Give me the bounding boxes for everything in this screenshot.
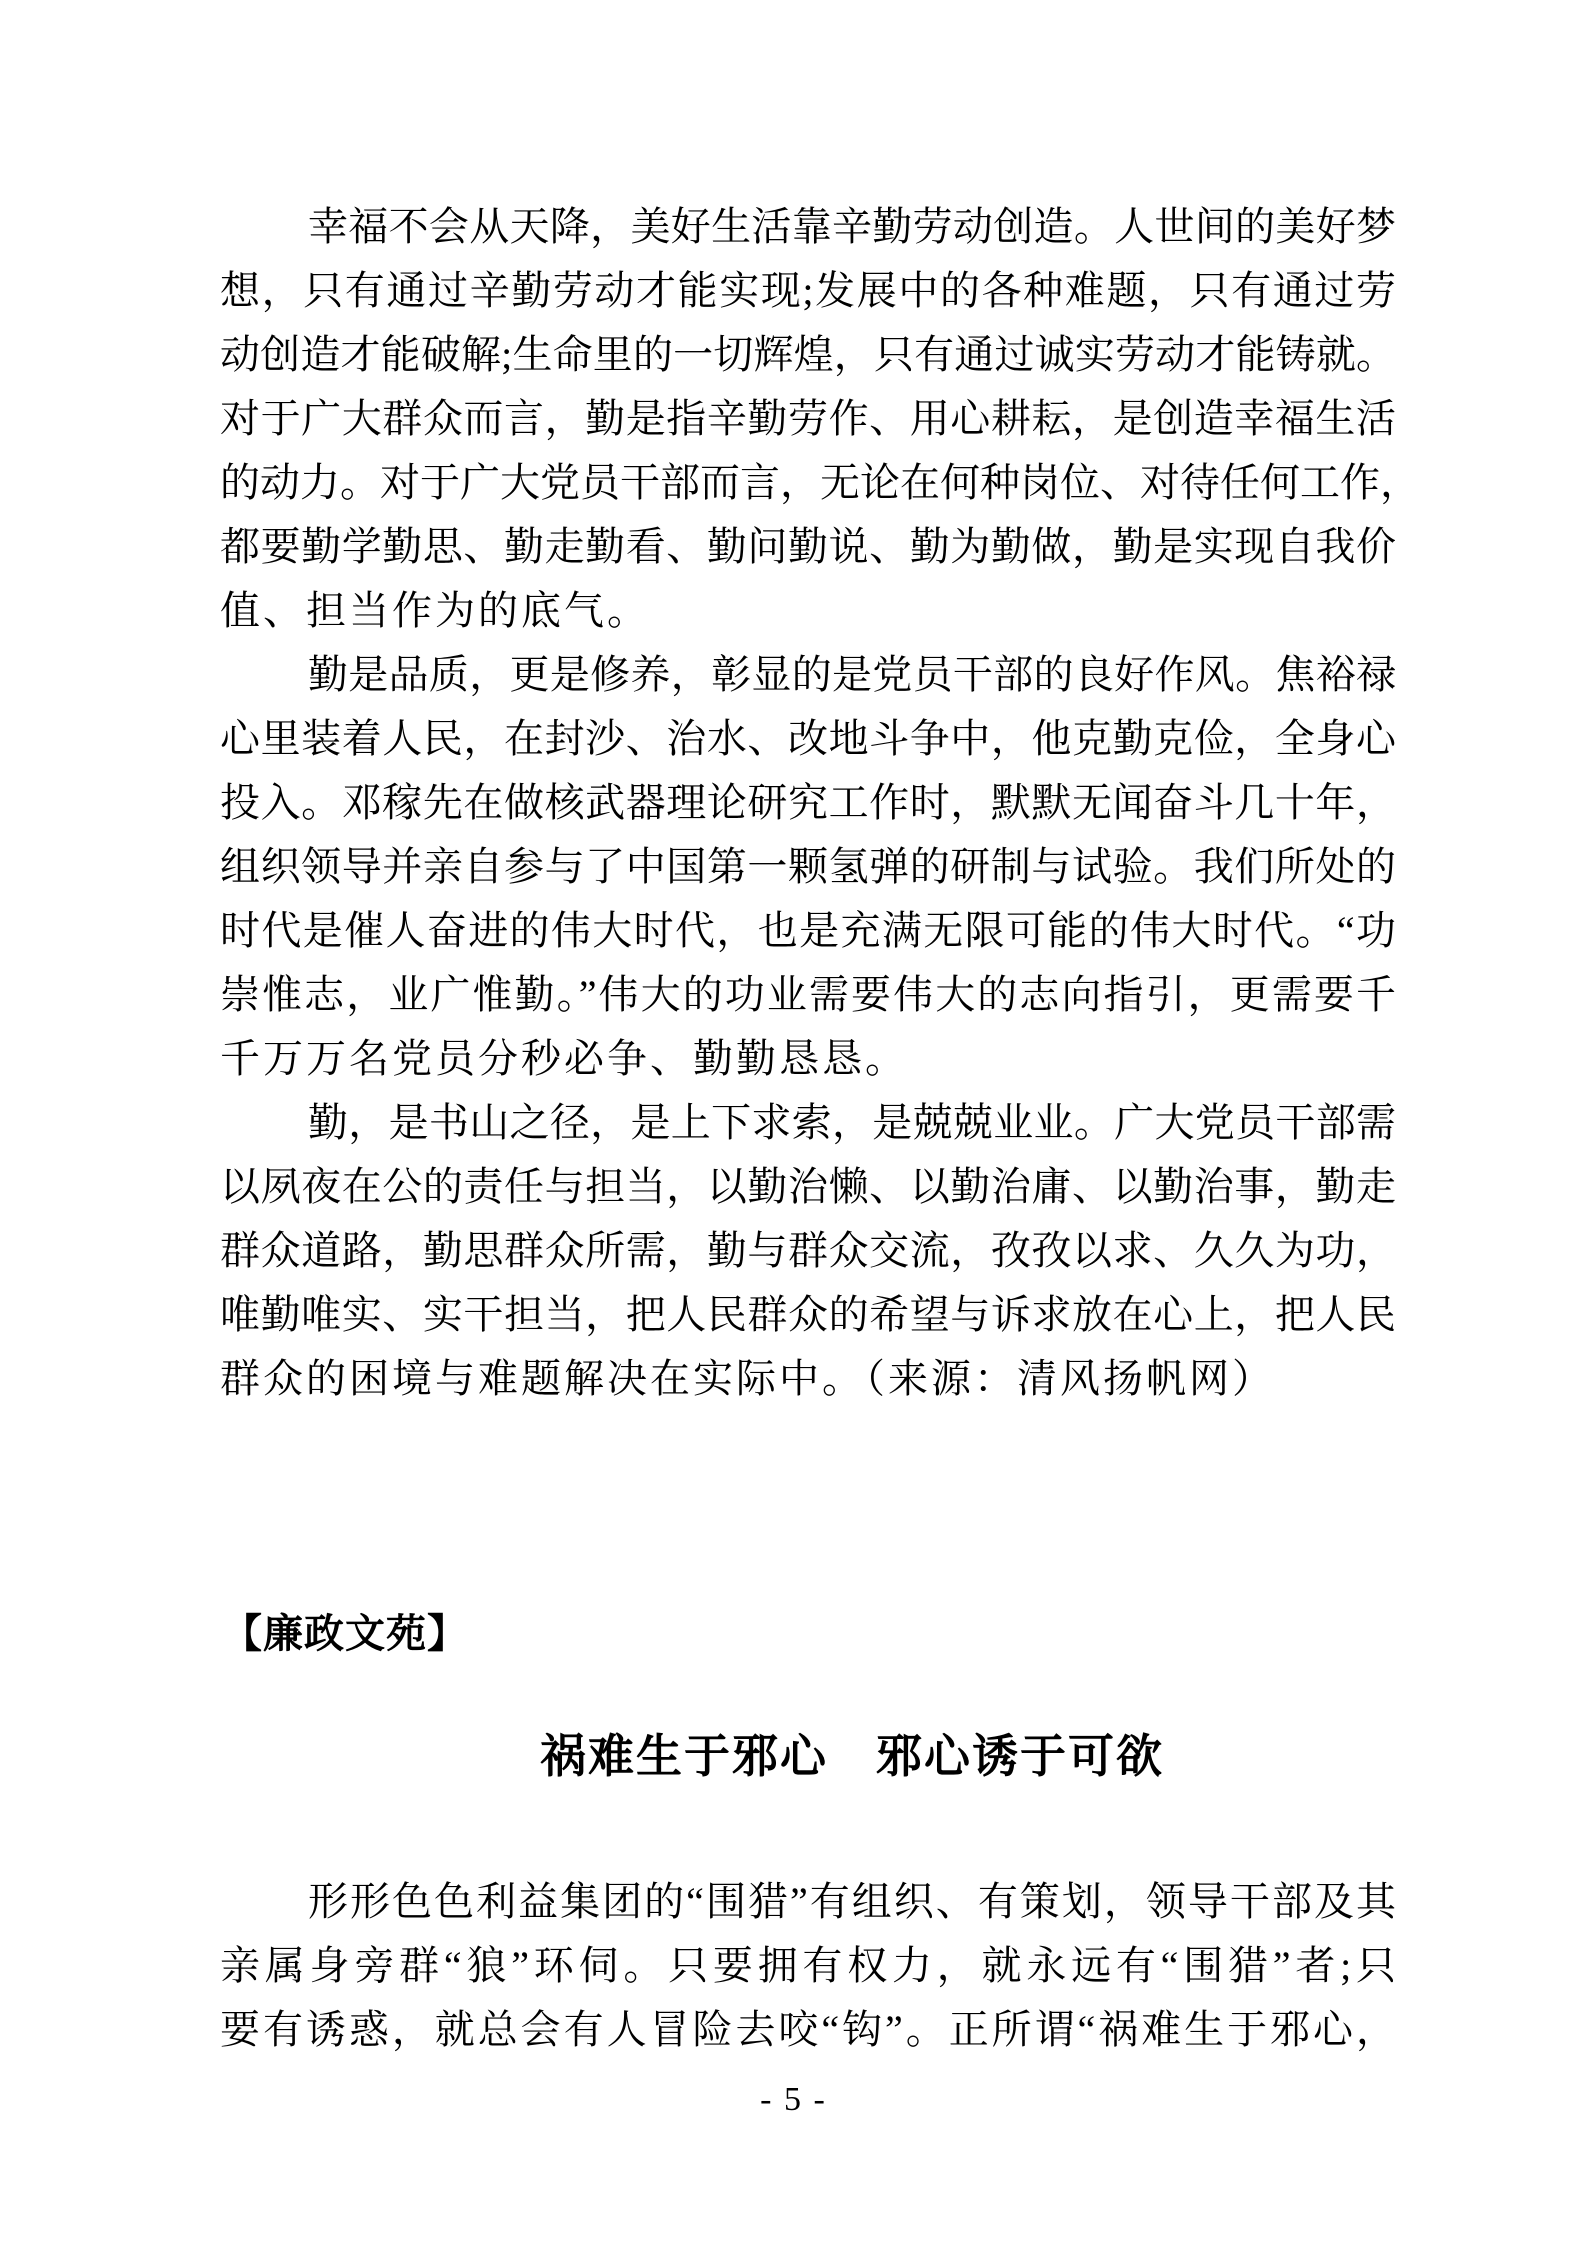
page-number: - 5 - xyxy=(760,2081,827,2118)
article-title: 祸难生于邪心 邪心诱于可欲 xyxy=(540,1731,1164,1782)
text-line: 千万万名党员分秒必争、勤勤恳恳。 xyxy=(220,1036,908,1081)
text-line: 对于广大群众而言，勤是指辛勤劳作、用心耕耘，是创造幸福生活 xyxy=(220,396,1396,441)
text-line: 投入。邓稼先在做核武器理论研究工作时，默默无闻奋斗几十年， xyxy=(220,780,1396,825)
text-line: 心里装着人民，在封沙、治水、改地斗争中，他克勤克俭，全身心 xyxy=(220,716,1396,761)
text-line: 都要勤学勤思、勤走勤看、勤问勤说、勤为勤做，勤是实现自我价 xyxy=(220,524,1396,569)
text-line: 勤，是书山之径，是上下求索，是兢兢业业。广大党员干部需 xyxy=(308,1100,1396,1145)
text-line: 值、担当作为的底气。 xyxy=(220,588,650,633)
text-line: 以夙夜在公的责任与担当，以勤治懒、以勤治庸、以勤治事，勤走 xyxy=(220,1164,1396,1209)
text-line: 时代是催人奋进的伟大时代，也是充满无限可能的伟大时代。“功 xyxy=(220,908,1396,953)
article1-body xyxy=(220,195,1420,1411)
text-line: 唯勤唯实、实干担当，把人民群众的希望与诉求放在心上，把人民 xyxy=(220,1292,1396,1337)
text-line: 崇惟志，业广惟勤。”伟大的功业需要伟大的志向指引，更需要千 xyxy=(220,972,1396,1017)
text-line: 组织领导并亲自参与了中国第一颗氢弹的研制与试验。我们所处的 xyxy=(220,844,1396,889)
text-line: 动创造才能破解;生命里的一切辉煌，只有通过诚实劳动才能铸就。 xyxy=(220,332,1396,377)
section-label: 【廉政文苑】 xyxy=(222,1611,468,1656)
text-line: 群众的困境与难题解决在实际中。（来源：清风扬帆网） xyxy=(220,1356,1275,1401)
text-line: 要有诱惑，就总会有人冒险去咬“钩”。正所谓“祸难生于邪心， xyxy=(220,2007,1396,2052)
text-line: 的动力。对于广大党员干部而言，无论在何种岗位、对待任何工作， xyxy=(220,460,1420,505)
text-line: 想，只有通过辛勤劳动才能实现;发展中的各种难题，只有通过劳 xyxy=(220,268,1396,313)
text-line: 勤是品质，更是修养，彰显的是党员干部的良好作风。焦裕禄 xyxy=(308,652,1396,697)
text-line: 幸福不会从天降，美好生活靠辛勤劳动创造。人世间的美好梦 xyxy=(308,204,1396,249)
text-line: 形形色色利益集团的“围猎”有组织、有策划，领导干部及其 xyxy=(308,1879,1396,1924)
text-line: 亲属身旁群“狼”环伺。只要拥有权力，就永远有“围猎”者;只 xyxy=(220,1943,1396,1988)
article2-body xyxy=(220,1870,1396,2062)
text-line: 群众道路，勤思群众所需，勤与群众交流，孜孜以求、久久为功， xyxy=(220,1228,1396,1273)
